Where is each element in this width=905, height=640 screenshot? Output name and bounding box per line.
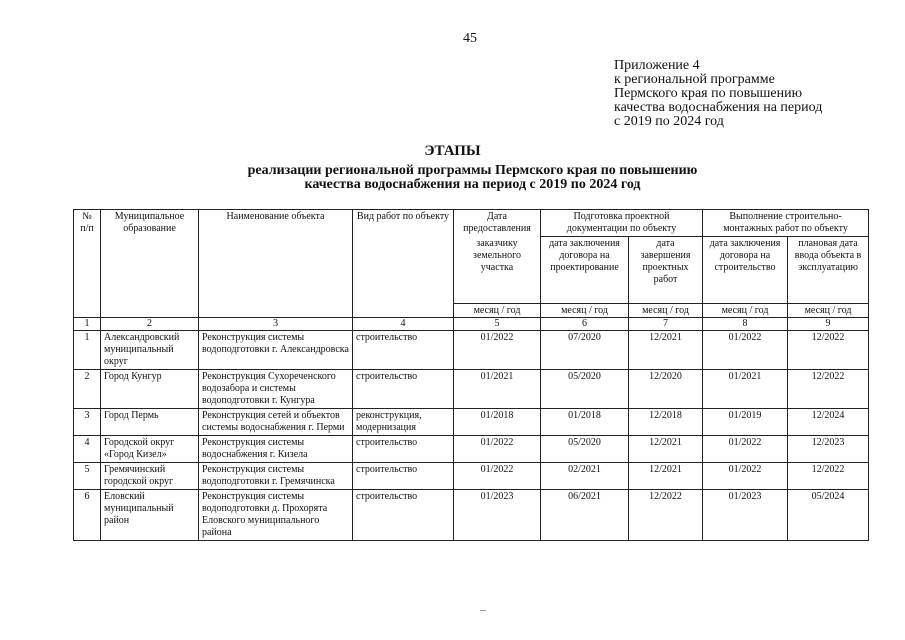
table-row: [74, 330, 869, 369]
header-design-contract: дата заключения договора на проектирование: [541, 237, 629, 304]
appendix-line: к региональной программе: [614, 72, 775, 87]
cell-build-contract: 01/2022: [703, 330, 788, 369]
appendix-line: Пермского края по повышению: [614, 86, 803, 101]
cell-num: 4: [74, 435, 101, 462]
cell-land-date: 01/2021: [454, 369, 541, 408]
cell-land-date: 01/2022: [454, 462, 541, 489]
document-title: ЭТАПЫ: [424, 143, 481, 159]
header-work-type: Вид работ по объекту: [353, 210, 454, 318]
column-number-row: [74, 317, 869, 330]
page-number: 45: [463, 31, 477, 46]
column-number: 1: [74, 317, 101, 330]
header-build-contract: дата заключения договора на строительство: [703, 237, 788, 304]
cell-num: 6: [74, 489, 101, 540]
column-number: 8: [703, 317, 788, 330]
header-build-group: Выполнение строительно-монтажных работ по объекту: [703, 210, 869, 237]
column-number: 2: [101, 317, 199, 330]
cell-design-finish: 12/2021: [629, 435, 703, 462]
cell-build-commission: 12/2022: [788, 369, 869, 408]
cell-build-commission: 05/2024: [788, 489, 869, 540]
cell-design-contract: 07/2020: [541, 330, 629, 369]
unit-label: месяц / год: [629, 303, 703, 317]
cell-build-contract: 01/2022: [703, 435, 788, 462]
cell-work-type: строительство: [353, 330, 454, 369]
cell-build-commission: 12/2023: [788, 435, 869, 462]
document-subtitle: [0, 164, 905, 192]
cell-land-date: 01/2022: [454, 330, 541, 369]
cell-design-contract: 06/2021: [541, 489, 629, 540]
cell-work-type: строительство: [353, 489, 454, 540]
header-design-group: Подготовка проектной документации по объекту: [541, 210, 703, 237]
column-number: 6: [541, 317, 629, 330]
cell-design-contract: 05/2020: [541, 435, 629, 462]
subtitle-line: реализации региональной программы Пермского края по повышению: [247, 163, 698, 178]
column-number: 7: [629, 317, 703, 330]
cell-work-type: реконструкция, модернизация: [353, 408, 454, 435]
cell-design-contract: 01/2018: [541, 408, 629, 435]
cell-object: Реконструкция системы водоподготовки г. Гремячинска: [199, 462, 353, 489]
unit-label: месяц / год: [788, 303, 869, 317]
header-municipality: Муниципальное образование: [101, 210, 199, 318]
cell-design-contract: 05/2020: [541, 369, 629, 408]
subtitle-line: качества водоснабжения на период с 2019 по 2024 год: [304, 177, 641, 192]
table-row: [74, 408, 869, 435]
cell-build-commission: 12/2022: [788, 330, 869, 369]
cell-design-finish: 12/2018: [629, 408, 703, 435]
cell-land-date: 01/2023: [454, 489, 541, 540]
cell-num: 2: [74, 369, 101, 408]
appendix-line: с 2019 по 2024 год: [614, 114, 724, 129]
cell-build-contract: 01/2021: [703, 369, 788, 408]
header-object: Наименование объекта: [199, 210, 353, 318]
cell-num: 5: [74, 462, 101, 489]
header-land-date-sub: заказчику земельного участка: [454, 237, 541, 304]
header-row: [74, 210, 869, 237]
column-number: 5: [454, 317, 541, 330]
cell-build-contract: 01/2023: [703, 489, 788, 540]
cell-municipality: Гремячинский городской округ: [101, 462, 199, 489]
unit-label: месяц / год: [541, 303, 629, 317]
appendix-line: Приложение 4: [614, 58, 700, 73]
unit-label: месяц / год: [454, 303, 541, 317]
cell-build-commission: 12/2022: [788, 462, 869, 489]
cell-num: 1: [74, 330, 101, 369]
cell-municipality: Городской округ «Город Кизел»: [101, 435, 199, 462]
cell-land-date: 01/2018: [454, 408, 541, 435]
cell-object: Реконструкция системы водоподготовки г. Александровска: [199, 330, 353, 369]
unit-label: месяц / год: [703, 303, 788, 317]
cell-num: 3: [74, 408, 101, 435]
table-row: [74, 489, 869, 540]
cell-municipality: Еловский муниципальный район: [101, 489, 199, 540]
cell-object: Реконструкция Сухореченского водозабора и системы водоподготовки г. Кунгура: [199, 369, 353, 408]
cell-municipality: Александровский муниципальный округ: [101, 330, 199, 369]
header-build-commission: плановая дата ввода объекта в эксплуатацию: [788, 237, 869, 304]
header-design-finish: дата завершения проектных работ: [629, 237, 703, 304]
cell-work-type: строительство: [353, 369, 454, 408]
cell-design-finish: 12/2021: [629, 462, 703, 489]
scan-mark: [480, 610, 486, 611]
cell-municipality: Город Кунгур: [101, 369, 199, 408]
cell-build-commission: 12/2024: [788, 408, 869, 435]
column-number: 9: [788, 317, 869, 330]
cell-municipality: Город Пермь: [101, 408, 199, 435]
cell-land-date: 01/2022: [454, 435, 541, 462]
cell-design-contract: 02/2021: [541, 462, 629, 489]
table-row: [74, 369, 869, 408]
stages-table: [73, 209, 869, 541]
cell-build-contract: 01/2022: [703, 462, 788, 489]
cell-design-finish: 12/2021: [629, 330, 703, 369]
header-num: № п/п: [74, 210, 101, 318]
header-land-date: Дата предоставления: [454, 210, 541, 237]
cell-object: Реконструкция системы водоподготовки д. Прохорята Еловского муниципального района: [199, 489, 353, 540]
appendix-note: [614, 59, 822, 129]
cell-object: Реконструкция системы водоснабжения г. Кизела: [199, 435, 353, 462]
column-number: 4: [353, 317, 454, 330]
cell-design-finish: 12/2020: [629, 369, 703, 408]
table-row: [74, 462, 869, 489]
cell-build-contract: 01/2019: [703, 408, 788, 435]
cell-object: Реконструкция сетей и объектов системы водоснабжения г. Перми: [199, 408, 353, 435]
cell-work-type: строительство: [353, 462, 454, 489]
table-row: [74, 435, 869, 462]
appendix-line: качества водоснабжения на период: [614, 100, 823, 115]
column-number: 3: [199, 317, 353, 330]
cell-design-finish: 12/2022: [629, 489, 703, 540]
cell-work-type: строительство: [353, 435, 454, 462]
